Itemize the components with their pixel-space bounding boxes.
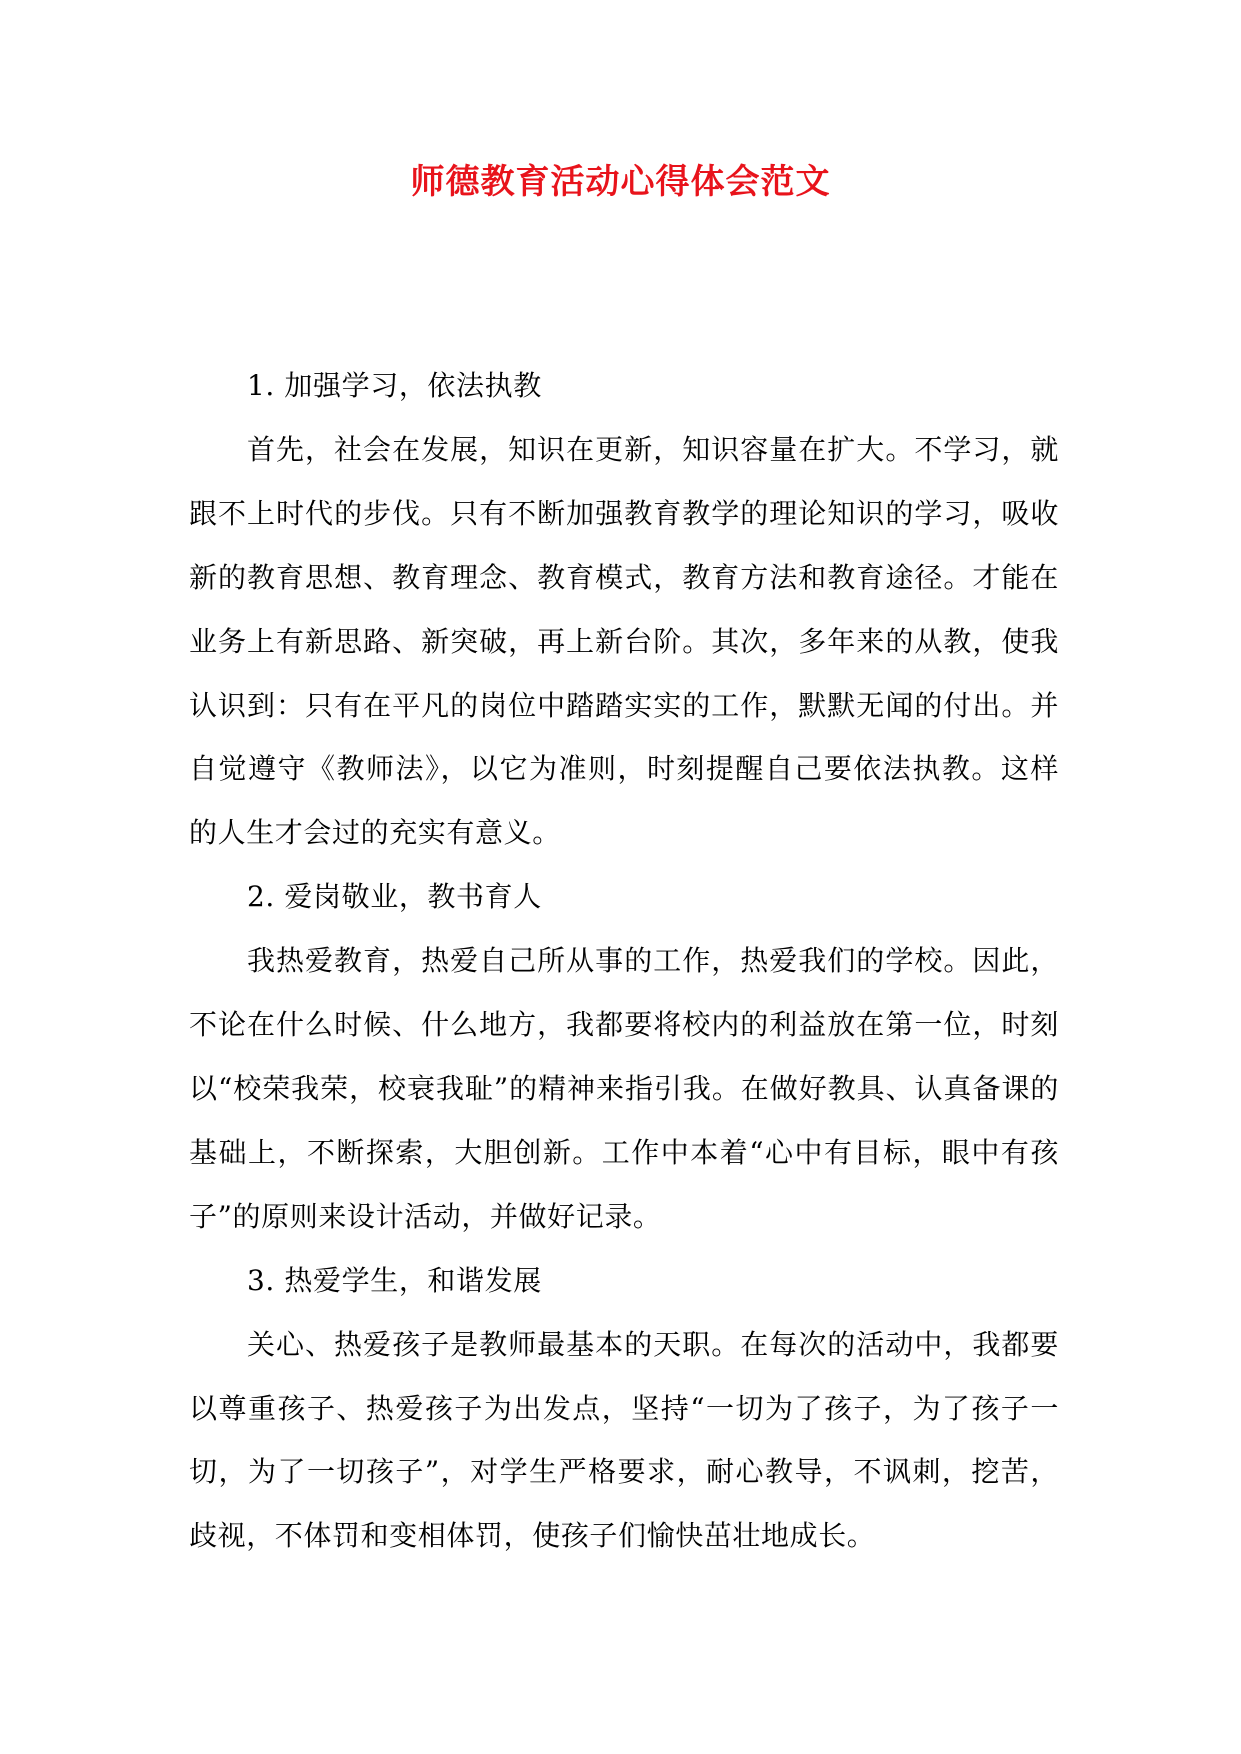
document-title: 师德教育活动心得体会范文: [410, 162, 831, 202]
section-paragraph-3: 关心、热爱孩子是教师最基本的天职。在每次的活动中，我都要以尊重孩子、热爱孩子为出发点，坚持“一切为了孩子，为了孩子一切，为了一切孩子”，对学生严格要求，耐心教导，不讽刺，挖苦，歧视，不体罚和变相体罚，使孩子们愉快茁壮地成长。: [189, 1327, 1059, 1553]
section-paragraph-1: 首先，社会在发展，知识在更新，知识容量在扩大。不学习，就跟不上时代的步伐。只有不断加强教育教学的理论知识的学习，吸收新的教育思想、教育理念、教育模式，教育方法和教育途径。才能在业务上有新思路、新突破，再上新台阶。其次，多年来的从教，使我认识到：只有在平凡的岗位中踏踏实实的工作，默默无闻的付出。并自觉遵守《教师法》，以它为准则，时刻提醒自己要依法执教。这样的人生才会过的充实有意义。: [189, 432, 1059, 850]
document-body: [189, 354, 1059, 1568]
section-paragraph-2: 我热爱教育，热爱自己所从事的工作，热爱我们的学校。因此，不论在什么时候、什么地方，我都要将校内的利益放在第一位，时刻以“校荣我荣，校衰我耻”的精神来指引我。在做好教具、认真备课的基础上，不断探索，大胆创新。工作中本着“心中有目标，眼中有孩子”的原则来设计活动，并做好记录。: [189, 944, 1059, 1233]
section-heading-2: 2. 爱岗敬业，教书育人: [247, 880, 542, 914]
section-heading-3: 3. 热爱学生，和谐发展: [247, 1263, 542, 1297]
section-heading-1: 1. 加强学习，依法执教: [247, 369, 542, 402]
